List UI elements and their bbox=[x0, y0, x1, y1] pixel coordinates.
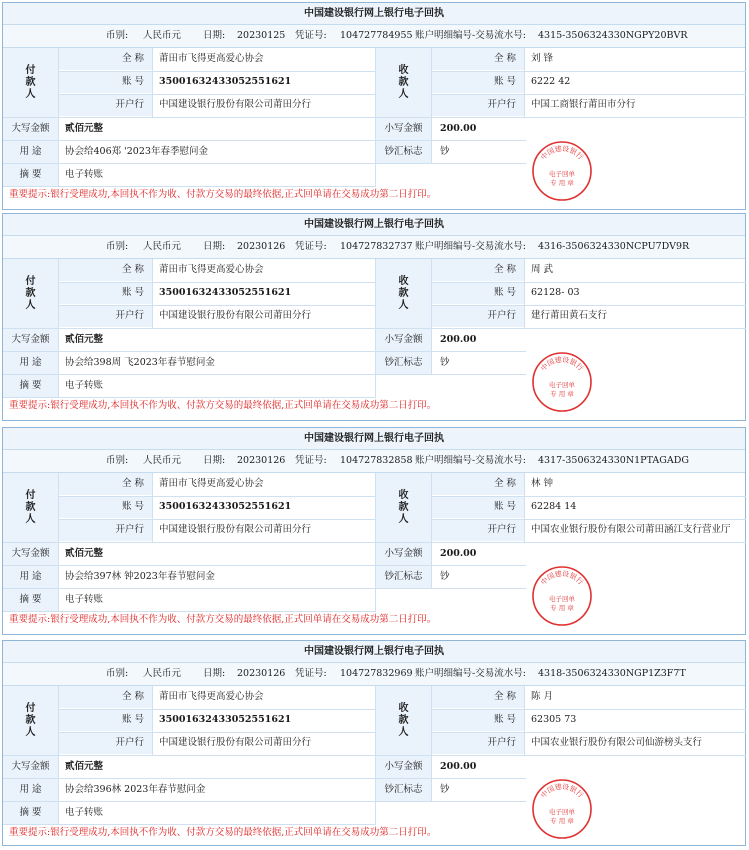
grid-line bbox=[376, 801, 526, 802]
voucher-value: 104727784955 bbox=[340, 30, 413, 41]
payer-account-label: 账 号 bbox=[59, 71, 152, 93]
receipt-body bbox=[3, 259, 745, 405]
grid-line bbox=[524, 48, 525, 117]
date-value: 20230126 bbox=[237, 455, 286, 466]
date-value: 20230126 bbox=[237, 668, 286, 679]
amount-lower-value: 200.00 bbox=[440, 548, 477, 559]
payer-bank-label: 开户行 bbox=[59, 305, 152, 327]
grid-line bbox=[375, 686, 376, 824]
seal-arc-text: 中国建设银行 bbox=[539, 782, 585, 800]
amount-upper-value: 贰佰元整 bbox=[65, 123, 104, 134]
grid-line bbox=[432, 94, 746, 95]
grid-line bbox=[524, 686, 525, 755]
serial-label: 账户明细编号-交易流水号: bbox=[415, 455, 526, 466]
purpose-label: 用 途 bbox=[3, 352, 58, 374]
currency-value: 人民币元 bbox=[143, 241, 182, 252]
currency-label: 币别: bbox=[106, 241, 129, 252]
payee-bank-value: 中国农业银行股份有限公司莆田涵江支行营业厅 bbox=[531, 524, 731, 535]
grid-line bbox=[376, 163, 526, 164]
payee-name-value: 陈 月 bbox=[531, 691, 554, 702]
payee-side-label: 收 款 人 bbox=[376, 48, 431, 117]
currency-label: 币别: bbox=[106, 668, 129, 679]
important-notice: 重要提示:银行受理成功,本回执不作为收、付款方交易的最终依据,正式回单请在交易成功第二日打印。 bbox=[9, 189, 437, 200]
payee-name-value: 刘 锋 bbox=[531, 53, 554, 64]
payee-account-label: 账 号 bbox=[432, 496, 524, 518]
summary-value: 电子转账 bbox=[65, 594, 104, 605]
important-notice: 重要提示:银行受理成功,本回执不作为收、付款方交易的最终依据,正式回单请在交易成功第二日打印。 bbox=[9, 827, 437, 838]
payer-bank-label: 开户行 bbox=[59, 519, 152, 541]
payee-account-label: 账 号 bbox=[432, 71, 524, 93]
payee-bank-label: 开户行 bbox=[432, 732, 524, 754]
receipt-body bbox=[3, 686, 745, 832]
grid-line bbox=[432, 305, 746, 306]
receipt-card bbox=[2, 213, 746, 421]
seal-inner-line-1: 电子回单 bbox=[549, 808, 575, 816]
payer-name-label: 全 称 bbox=[59, 473, 152, 495]
payee-bank-label: 开户行 bbox=[432, 94, 524, 116]
grid-line bbox=[152, 473, 153, 542]
serial-value: 4315-3506324330NGPY20BVR bbox=[538, 30, 688, 41]
voucher-value: 104727832969 bbox=[340, 668, 413, 679]
date-label: 日期: bbox=[203, 241, 226, 252]
cash-flag-label: 钞汇标志 bbox=[376, 141, 431, 163]
seal-inner-line-1: 电子回单 bbox=[549, 595, 575, 603]
summary-label: 摘 要 bbox=[3, 375, 58, 397]
payee-bank-label: 开户行 bbox=[432, 305, 524, 327]
date-label: 日期: bbox=[203, 30, 226, 41]
purpose-value: 协会给397林 钟2023年春节慰问金 bbox=[65, 571, 215, 582]
cash-flag-label: 钞汇标志 bbox=[376, 352, 431, 374]
voucher-value: 104727832858 bbox=[340, 455, 413, 466]
payee-name-value: 林 钟 bbox=[531, 478, 554, 489]
payer-side-label: 付 款 人 bbox=[3, 473, 58, 542]
bank-seal-stamp bbox=[531, 351, 593, 413]
receipt-title: 中国建设银行网上银行电子回执 bbox=[3, 214, 745, 236]
seal-inner-line-2: 专 用 章 bbox=[550, 390, 574, 398]
payer-account-value: 35001632433052551621 bbox=[159, 501, 292, 512]
grid-line bbox=[432, 282, 746, 283]
amount-upper-value: 贰佰元整 bbox=[65, 334, 104, 345]
payer-side-label: 付 款 人 bbox=[3, 48, 58, 117]
amount-upper-label: 大写金额 bbox=[3, 118, 58, 140]
amount-upper-value: 贰佰元整 bbox=[65, 761, 104, 772]
seal-inner-line-2: 专 用 章 bbox=[550, 817, 574, 825]
payee-name-value: 周 武 bbox=[531, 264, 554, 275]
payee-side-label: 收 款 人 bbox=[376, 259, 431, 328]
purpose-label: 用 途 bbox=[3, 566, 58, 588]
grid-line bbox=[376, 778, 526, 779]
grid-line bbox=[431, 259, 432, 374]
currency-label: 币别: bbox=[106, 30, 129, 41]
amount-lower-label: 小写金额 bbox=[376, 756, 431, 778]
grid-line bbox=[59, 496, 376, 497]
bank-seal-stamp bbox=[531, 778, 593, 840]
summary-value: 电子转账 bbox=[65, 380, 104, 391]
receipt-card bbox=[2, 640, 746, 846]
payee-name-label: 全 称 bbox=[432, 473, 524, 495]
amount-lower-label: 小写金额 bbox=[376, 543, 431, 565]
grid-line bbox=[59, 94, 376, 95]
grid-line bbox=[59, 305, 376, 306]
payee-name-label: 全 称 bbox=[432, 686, 524, 708]
payee-bank-label: 开户行 bbox=[432, 519, 524, 541]
payer-bank-label: 开户行 bbox=[59, 94, 152, 116]
serial-value: 4316-3506324330NCPU7DV9R bbox=[538, 241, 690, 252]
summary-label: 摘 要 bbox=[3, 589, 58, 611]
payer-bank-value: 中国建设银行股份有限公司莆田分行 bbox=[159, 524, 312, 535]
seal-inner-line-2: 专 用 章 bbox=[550, 179, 574, 187]
payer-account-value: 35001632433052551621 bbox=[159, 714, 292, 725]
grid-line bbox=[432, 709, 746, 710]
voucher-value: 104727832737 bbox=[340, 241, 413, 252]
serial-label: 账户明细编号-交易流水号: bbox=[415, 668, 526, 679]
grid-line bbox=[432, 519, 746, 520]
grid-line bbox=[59, 282, 376, 283]
payer-name-value: 莆田市飞得更高爱心协会 bbox=[159, 691, 264, 702]
payer-bank-value: 中国建设银行股份有限公司莆田分行 bbox=[159, 310, 312, 321]
payer-account-label: 账 号 bbox=[59, 282, 152, 304]
payee-bank-value: 中国工商银行莆田市分行 bbox=[531, 99, 636, 110]
date-label: 日期: bbox=[203, 668, 226, 679]
amount-upper-label: 大写金额 bbox=[3, 543, 58, 565]
payee-bank-value: 中国农业银行股份有限公司仙游榜头支行 bbox=[531, 737, 703, 748]
grid-line bbox=[59, 71, 376, 72]
serial-label: 账户明细编号-交易流水号: bbox=[415, 241, 526, 252]
receipt-meta-row bbox=[3, 236, 745, 259]
grid-line bbox=[152, 259, 153, 328]
receipt-meta-row bbox=[3, 450, 745, 473]
amount-lower-label: 小写金额 bbox=[376, 329, 431, 351]
payer-side-label: 付 款 人 bbox=[3, 686, 58, 755]
amount-lower-label: 小写金额 bbox=[376, 118, 431, 140]
payer-bank-value: 中国建设银行股份有限公司莆田分行 bbox=[159, 99, 312, 110]
grid-line bbox=[431, 48, 432, 163]
amount-lower-value: 200.00 bbox=[440, 334, 477, 345]
receipt-body bbox=[3, 48, 745, 194]
seal-inner-line-2: 专 用 章 bbox=[550, 604, 574, 612]
purpose-label: 用 途 bbox=[3, 779, 58, 801]
purpose-value: 协会给406郑 '2023年春季慰问金 bbox=[65, 146, 208, 157]
summary-value: 电子转账 bbox=[65, 807, 104, 818]
grid-line bbox=[59, 519, 376, 520]
amount-lower-value: 200.00 bbox=[440, 761, 477, 772]
grid-line bbox=[58, 48, 59, 186]
cash-flag-value: 钞 bbox=[440, 784, 450, 795]
currency-value: 人民币元 bbox=[143, 668, 182, 679]
voucher-label: 凭证号: bbox=[295, 668, 327, 679]
serial-value: 4317-3506324330N1PTAGADG bbox=[538, 455, 689, 466]
payee-account-value: 62284 14 bbox=[531, 501, 577, 512]
grid-line bbox=[432, 71, 746, 72]
seal-arc-text: 中国建设银行 bbox=[539, 355, 585, 373]
voucher-label: 凭证号: bbox=[295, 30, 327, 41]
grid-line bbox=[58, 473, 59, 611]
grid-line bbox=[431, 473, 432, 588]
payer-name-value: 莆田市飞得更高爱心协会 bbox=[159, 478, 264, 489]
purpose-value: 协会给396林 2023年春节慰问金 bbox=[65, 784, 206, 795]
payer-name-value: 莆田市飞得更高爱心协会 bbox=[159, 53, 264, 64]
seal-inner-line-1: 电子回单 bbox=[549, 381, 575, 389]
receipt-meta-row bbox=[3, 25, 745, 48]
seal-inner-line-1: 电子回单 bbox=[549, 170, 575, 178]
payee-bank-value: 建行莆田黄石支行 bbox=[531, 310, 608, 321]
grid-line bbox=[59, 709, 376, 710]
payee-account-value: 62305 73 bbox=[531, 714, 577, 725]
amount-upper-label: 大写金额 bbox=[3, 756, 58, 778]
payer-name-label: 全 称 bbox=[59, 686, 152, 708]
payer-account-label: 账 号 bbox=[59, 496, 152, 518]
cash-flag-value: 钞 bbox=[440, 357, 450, 368]
date-label: 日期: bbox=[203, 455, 226, 466]
cash-flag-label: 钞汇标志 bbox=[376, 566, 431, 588]
payee-name-label: 全 称 bbox=[432, 259, 524, 281]
grid-line bbox=[431, 686, 432, 801]
grid-line bbox=[376, 565, 526, 566]
payer-account-label: 账 号 bbox=[59, 709, 152, 731]
summary-label: 摘 要 bbox=[3, 164, 58, 186]
payee-side-label: 收 款 人 bbox=[376, 473, 431, 542]
grid-line bbox=[152, 686, 153, 755]
amount-lower-value: 200.00 bbox=[440, 123, 477, 134]
payer-name-label: 全 称 bbox=[59, 48, 152, 70]
grid-line bbox=[376, 140, 526, 141]
grid-line bbox=[432, 496, 746, 497]
payer-side-label: 付 款 人 bbox=[3, 259, 58, 328]
summary-value: 电子转账 bbox=[65, 169, 104, 180]
grid-line bbox=[524, 259, 525, 328]
grid-line bbox=[375, 473, 376, 611]
currency-label: 币别: bbox=[106, 455, 129, 466]
date-value: 20230125 bbox=[237, 30, 286, 41]
payer-bank-label: 开户行 bbox=[59, 732, 152, 754]
payee-name-label: 全 称 bbox=[432, 48, 524, 70]
purpose-label: 用 途 bbox=[3, 141, 58, 163]
payer-bank-value: 中国建设银行股份有限公司莆田分行 bbox=[159, 737, 312, 748]
important-notice: 重要提示:银行受理成功,本回执不作为收、付款方交易的最终依据,正式回单请在交易成功第二日打印。 bbox=[9, 614, 437, 625]
grid-line bbox=[524, 473, 525, 542]
grid-line bbox=[376, 588, 526, 589]
receipt-card bbox=[2, 427, 746, 635]
payer-name-label: 全 称 bbox=[59, 259, 152, 281]
grid-line bbox=[376, 374, 526, 375]
payer-account-value: 35001632433052551621 bbox=[159, 287, 292, 298]
serial-value: 4318-3506324330NGP1Z3F7T bbox=[538, 668, 686, 679]
voucher-label: 凭证号: bbox=[295, 455, 327, 466]
grid-line bbox=[59, 732, 376, 733]
summary-label: 摘 要 bbox=[3, 802, 58, 824]
cash-flag-value: 钞 bbox=[440, 571, 450, 582]
payer-account-value: 35001632433052551621 bbox=[159, 76, 292, 87]
grid-line bbox=[375, 48, 376, 186]
receipt-title: 中国建设银行网上银行电子回执 bbox=[3, 428, 745, 450]
payee-account-label: 账 号 bbox=[432, 282, 524, 304]
receipt-meta-row bbox=[3, 663, 745, 686]
seal-arc-text: 中国建设银行 bbox=[539, 144, 585, 162]
receipt-title: 中国建设银行网上银行电子回执 bbox=[3, 641, 745, 663]
amount-upper-value: 贰佰元整 bbox=[65, 548, 104, 559]
currency-value: 人民币元 bbox=[143, 30, 182, 41]
payee-account-value: 6222 42 bbox=[531, 76, 571, 87]
payee-account-value: 62128- 03 bbox=[531, 287, 580, 298]
date-value: 20230126 bbox=[237, 241, 286, 252]
receipt-body bbox=[3, 473, 745, 619]
payee-account-label: 账 号 bbox=[432, 709, 524, 731]
serial-label: 账户明细编号-交易流水号: bbox=[415, 30, 526, 41]
purpose-value: 协会给398周 飞2023年春节慰问金 bbox=[65, 357, 215, 368]
voucher-label: 凭证号: bbox=[295, 241, 327, 252]
amount-upper-label: 大写金额 bbox=[3, 329, 58, 351]
currency-value: 人民币元 bbox=[143, 455, 182, 466]
important-notice: 重要提示:银行受理成功,本回执不作为收、付款方交易的最终依据,正式回单请在交易成功第二日打印。 bbox=[9, 400, 437, 411]
grid-line bbox=[375, 259, 376, 397]
payer-name-value: 莆田市飞得更高爱心协会 bbox=[159, 264, 264, 275]
receipt-card bbox=[2, 2, 746, 210]
cash-flag-value: 钞 bbox=[440, 146, 450, 157]
seal-arc-text: 中国建设银行 bbox=[539, 569, 585, 587]
grid-line bbox=[376, 351, 526, 352]
cash-flag-label: 钞汇标志 bbox=[376, 779, 431, 801]
payee-side-label: 收 款 人 bbox=[376, 686, 431, 755]
bank-seal-stamp bbox=[531, 140, 593, 202]
grid-line bbox=[152, 48, 153, 117]
bank-seal-stamp bbox=[531, 565, 593, 627]
grid-line bbox=[58, 259, 59, 397]
receipt-title: 中国建设银行网上银行电子回执 bbox=[3, 3, 745, 25]
grid-line bbox=[58, 686, 59, 824]
grid-line bbox=[432, 732, 746, 733]
